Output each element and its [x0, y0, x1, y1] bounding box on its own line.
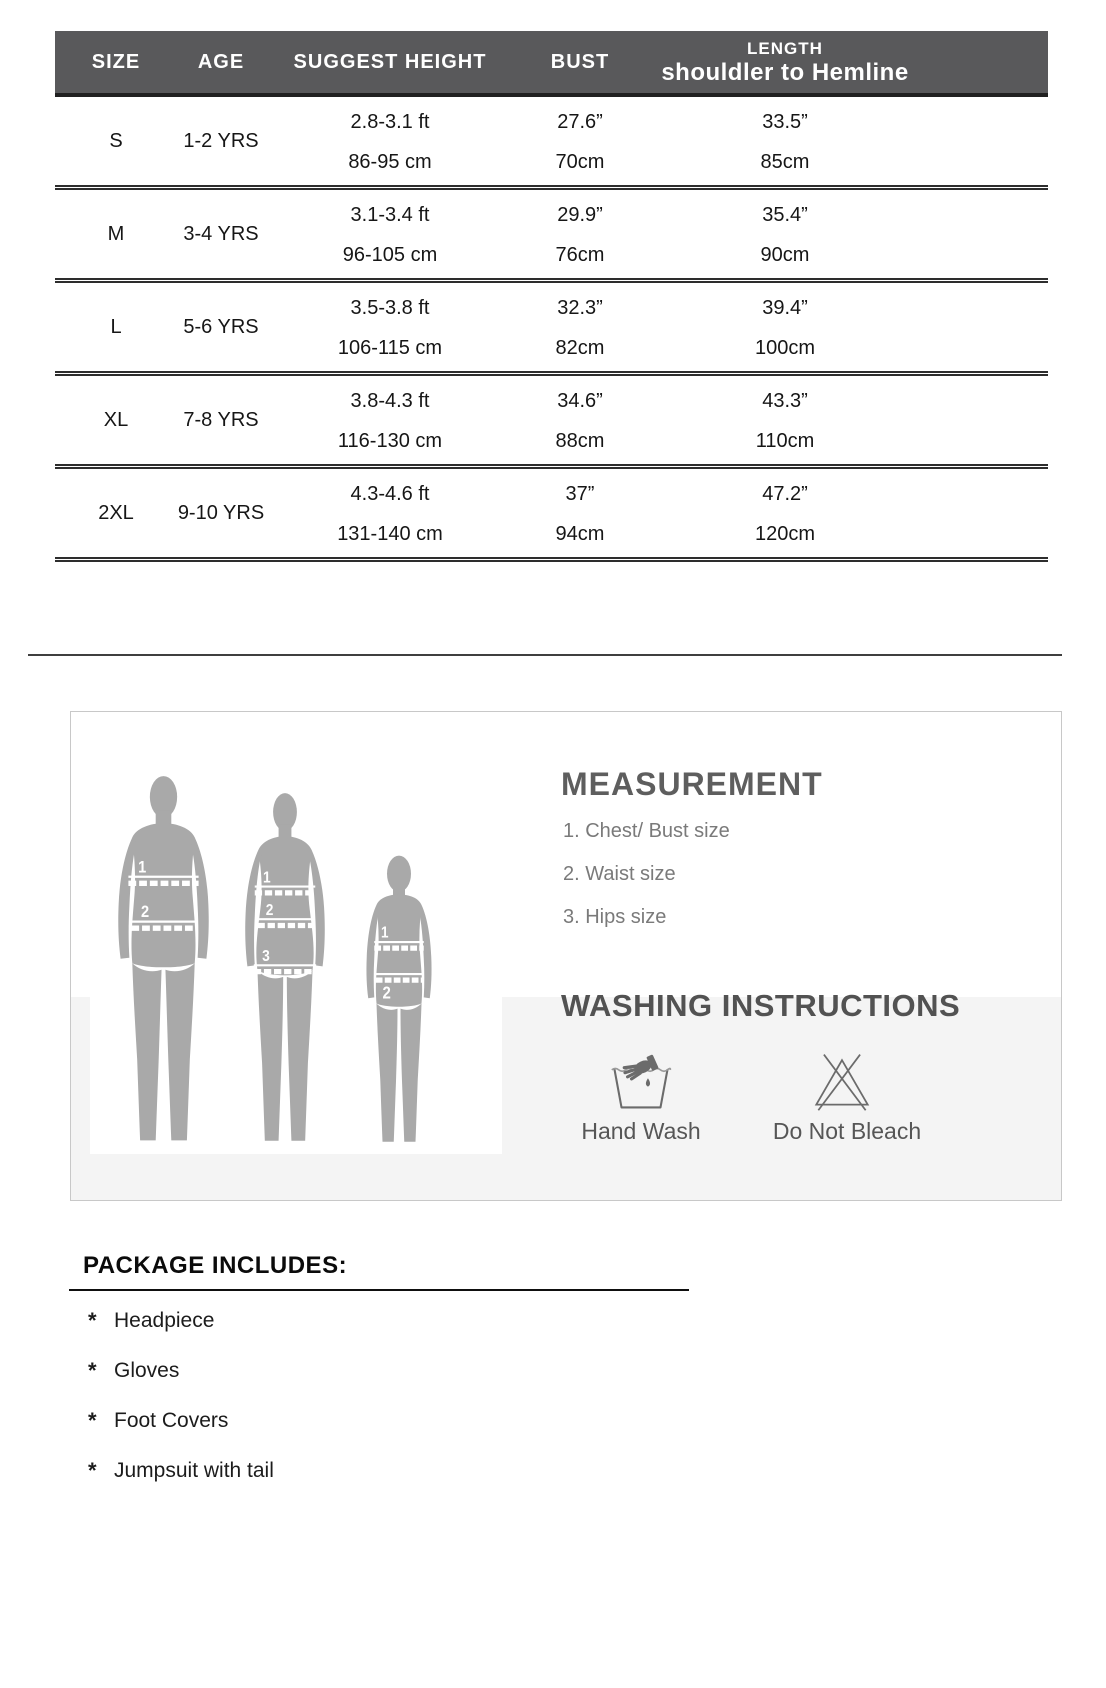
measurement-item: 3. Hips size: [563, 906, 667, 928]
svg-text:1: 1: [138, 858, 147, 877]
package-title-underline: [69, 1289, 689, 1291]
measurement-item: 1. Chest/ Bust size: [563, 820, 730, 842]
do-not-bleach-label: Do Not Bleach: [772, 1118, 922, 1144]
measurement-panel: [70, 711, 1062, 1201]
svg-text:2: 2: [141, 903, 150, 922]
col-header-height: SUGGEST HEIGHT: [293, 51, 487, 73]
bust-value: 27.6” 70cm: [555, 111, 605, 173]
svg-text:2: 2: [382, 983, 391, 1003]
svg-text:1: 1: [381, 924, 389, 943]
size-value: XL: [103, 408, 129, 431]
measurement-item: 2. Waist size: [563, 863, 676, 885]
asterisk-bullet: *: [88, 1358, 97, 1383]
table-row: [55, 376, 1048, 469]
col-header-age: AGE: [197, 51, 245, 73]
measurement-title: MEASUREMENT: [561, 766, 823, 802]
age-value: 1-2 YRS: [183, 129, 259, 152]
body-measurement-diagram: [90, 722, 502, 1154]
col-header-size: SIZE: [91, 51, 141, 73]
child-silhouette: [354, 853, 444, 1147]
age-value: 7-8 YRS: [183, 408, 259, 431]
length-value: 43.3” 110cm: [755, 390, 815, 452]
age-value: 5-6 YRS: [183, 315, 259, 338]
asterisk-bullet: *: [88, 1408, 97, 1433]
table-header-row: [55, 31, 1048, 97]
asterisk-bullet: *: [88, 1308, 97, 1333]
length-value: 33.5” 85cm: [760, 111, 810, 173]
height-value: 3.5-3.8 ft 106-115 cm: [337, 297, 443, 359]
col-header-bust: BUST: [550, 51, 610, 73]
package-includes-title: PACKAGE INCLUDES:: [83, 1252, 348, 1279]
do-not-bleach-icon: [807, 1049, 877, 1113]
length-value: 39.4” 100cm: [754, 297, 816, 359]
age-value: 9-10 YRS: [177, 501, 265, 524]
washing-instructions-title: WASHING INSTRUCTIONS: [561, 988, 961, 1023]
height-value: 2.8-3.1 ft 86-95 cm: [348, 111, 432, 173]
size-chart-table: [55, 31, 1048, 562]
woman-silhouette: [230, 790, 340, 1147]
package-item: * Jumpsuit with tail: [88, 1446, 274, 1496]
bust-value: 29.9” 76cm: [555, 204, 605, 266]
size-value: 2XL: [98, 501, 134, 524]
asterisk-bullet: *: [88, 1458, 97, 1483]
table-row: [55, 283, 1048, 376]
size-value: M: [107, 222, 125, 245]
height-value: 4.3-4.6 ft 131-140 cm: [337, 483, 443, 545]
man-silhouette: [105, 775, 222, 1147]
measurement-list: [563, 810, 730, 939]
bust-value: 34.6” 88cm: [555, 390, 605, 452]
svg-text:1: 1: [263, 869, 271, 887]
table-row: [55, 190, 1048, 283]
package-item: * Gloves: [88, 1346, 274, 1396]
bust-value: 37” 94cm: [555, 483, 605, 545]
age-value: 3-4 YRS: [183, 222, 259, 245]
package-item: * Foot Covers: [88, 1396, 274, 1446]
length-subtitle: shouldler to Hemline: [661, 59, 909, 86]
package-item: * Headpiece: [88, 1296, 274, 1346]
hand-wash-label: Hand Wash: [581, 1118, 701, 1144]
length-value: 47.2” 120cm: [754, 483, 816, 545]
bust-value: 32.3” 82cm: [555, 297, 605, 359]
size-value: L: [110, 315, 122, 338]
svg-text:3: 3: [262, 948, 270, 966]
height-value: 3.1-3.4 ft 96-105 cm: [342, 204, 438, 266]
size-value: S: [109, 129, 123, 152]
table-row: [55, 97, 1048, 190]
hand-wash-icon: [603, 1049, 679, 1113]
height-value: 3.8-4.3 ft 116-130 cm: [337, 390, 443, 452]
col-header-length: LENGTH shouldler to Hemline: [661, 39, 909, 86]
table-row: [55, 469, 1048, 562]
section-divider: [28, 654, 1062, 656]
length-value: 35.4” 90cm: [760, 204, 810, 266]
package-list: [88, 1296, 274, 1496]
svg-text:2: 2: [265, 902, 274, 920]
